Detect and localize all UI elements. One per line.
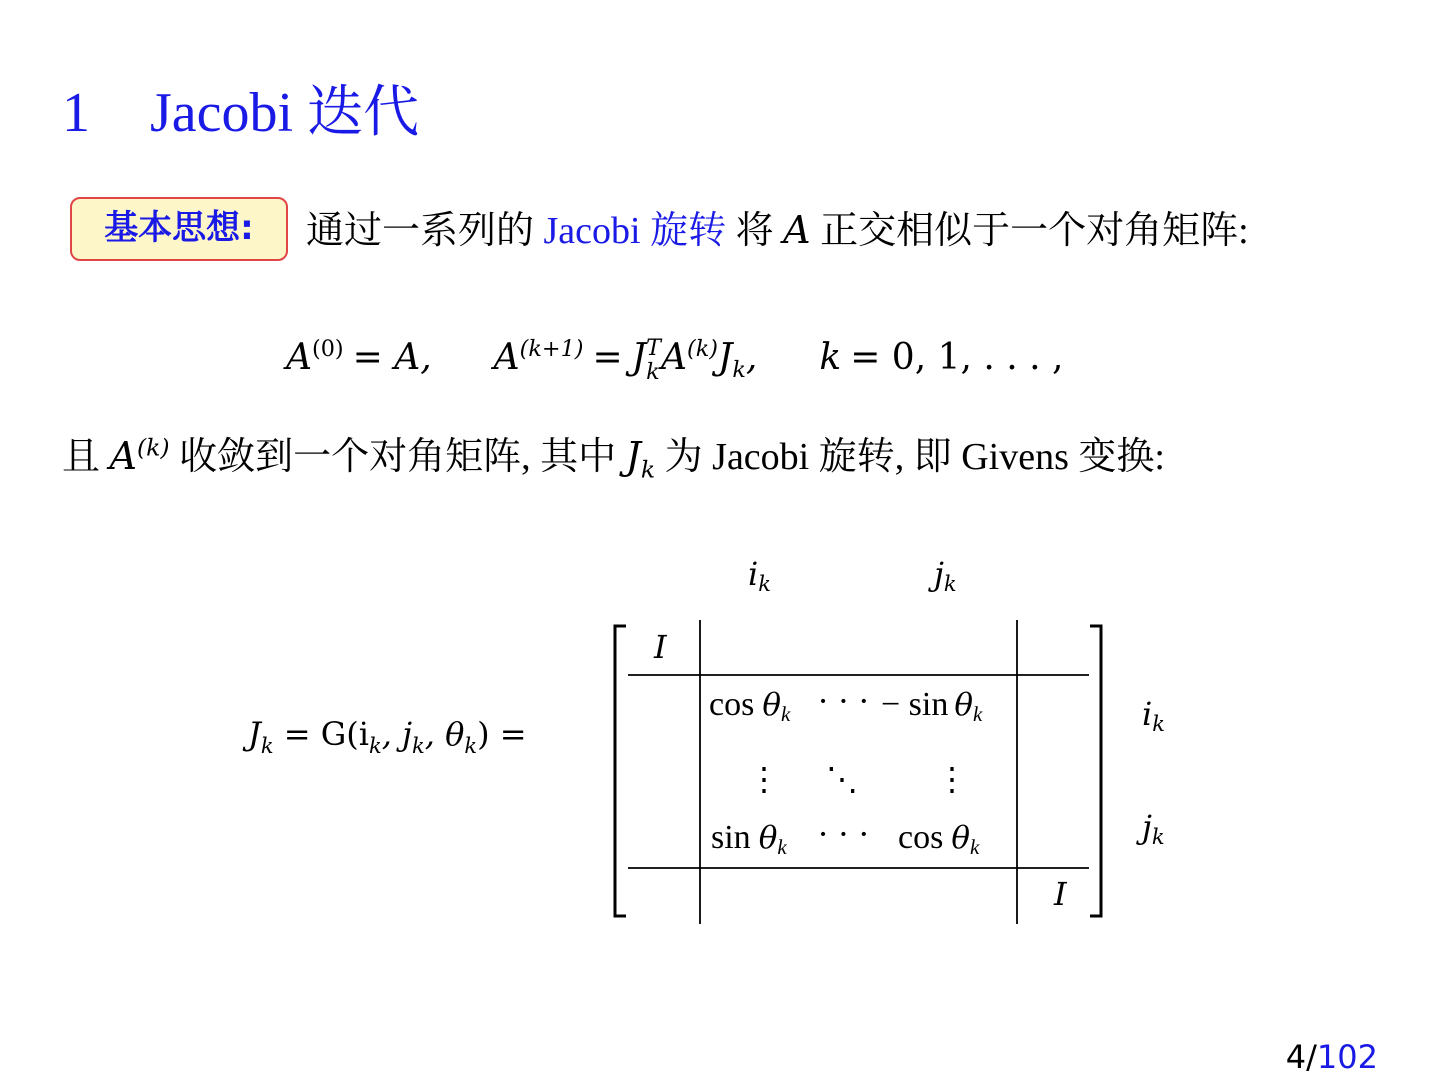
vdots-left: ⋮: [748, 760, 780, 798]
formula-a0-rhs: = A,: [352, 337, 432, 378]
iteration-formula: [286, 336, 1063, 384]
section-title: Jacobi 迭代: [150, 82, 420, 144]
givens-lhs: $J_k = G(i_k$, $j_k$, $\theta_k$) =: [248, 715, 527, 758]
formula-jt-sub: k: [646, 358, 660, 385]
idea-sentence: [306, 200, 1249, 261]
idea-text-mid: 将: [735, 210, 774, 252]
col-label-jk: jk: [934, 555, 957, 596]
formula-k-range: = 0, 1, . . . ,: [850, 337, 1064, 378]
formula-ak1: A: [493, 337, 520, 378]
converge-var-a: A: [109, 434, 137, 478]
givens-matrix-figure: [0, 540, 1440, 940]
idea-text-before: 通过一系列的: [306, 210, 535, 252]
formula-jk-sub: k: [732, 357, 746, 384]
row-label-ik: ik: [1142, 695, 1165, 736]
cell-cos-top: cos θk: [709, 686, 791, 726]
page-current: 4: [1285, 1038, 1307, 1076]
converge-var-j-sub: k: [640, 455, 656, 484]
converge-text-2: 为 Jacobi 旋转, 即 Givens 变换:: [664, 436, 1165, 478]
col-label-ik: ik: [748, 555, 771, 596]
ddots-center: ⋱: [826, 760, 858, 798]
idea-badge: 基本思想:: [70, 197, 288, 261]
formula-ak1-sup: (k+1): [519, 336, 584, 362]
converge-text-1: 收敛到一个对角矩阵, 其中: [179, 436, 617, 478]
converge-var-j: J: [625, 434, 641, 478]
right-bracket: [1090, 626, 1101, 916]
idea-text-after: 正交相似于一个对角矩阵:: [820, 210, 1249, 252]
jacobi-rotation-link[interactable]: Jacobi 旋转: [543, 210, 727, 252]
formula-jt-sup: T: [646, 335, 661, 362]
identity-top-left: I: [654, 628, 667, 666]
formula-jk: J: [717, 337, 733, 378]
formula-k: k: [819, 337, 842, 378]
cell-sin-bottom: sin θk: [711, 819, 787, 859]
converge-sentence: [62, 428, 1165, 485]
cdots-top: · · ·: [818, 682, 869, 720]
cell-cos-bottom: cos θk: [898, 819, 980, 859]
formula-a0: A: [286, 337, 312, 378]
cell-minus-sin: − sin θk: [881, 686, 983, 726]
section-number: 1: [62, 82, 90, 144]
converge-prefix: 且: [62, 436, 101, 478]
formula-jt: J: [631, 337, 647, 378]
vdots-right: ⋮: [936, 760, 968, 798]
row-label-jk: jk: [1142, 808, 1165, 849]
formula-jt-scripts: [646, 337, 661, 384]
idea-var-a: A: [783, 208, 811, 252]
formula-a0-sup: (0): [312, 336, 344, 362]
left-bracket: [615, 626, 626, 916]
page-number: [1286, 1038, 1378, 1076]
formula-ak-sup: (k): [687, 336, 718, 362]
formula-equals: =: [592, 337, 623, 378]
page-separator: /: [1306, 1038, 1317, 1076]
converge-var-sup: (k): [136, 433, 170, 462]
identity-bottom-right: I: [1054, 875, 1067, 913]
page-total-link[interactable]: 102: [1316, 1038, 1378, 1076]
formula-comma: ,: [745, 337, 758, 378]
formula-ak: A: [661, 337, 687, 378]
cdots-bottom: · · ·: [818, 815, 869, 853]
section-heading: [62, 68, 419, 148]
